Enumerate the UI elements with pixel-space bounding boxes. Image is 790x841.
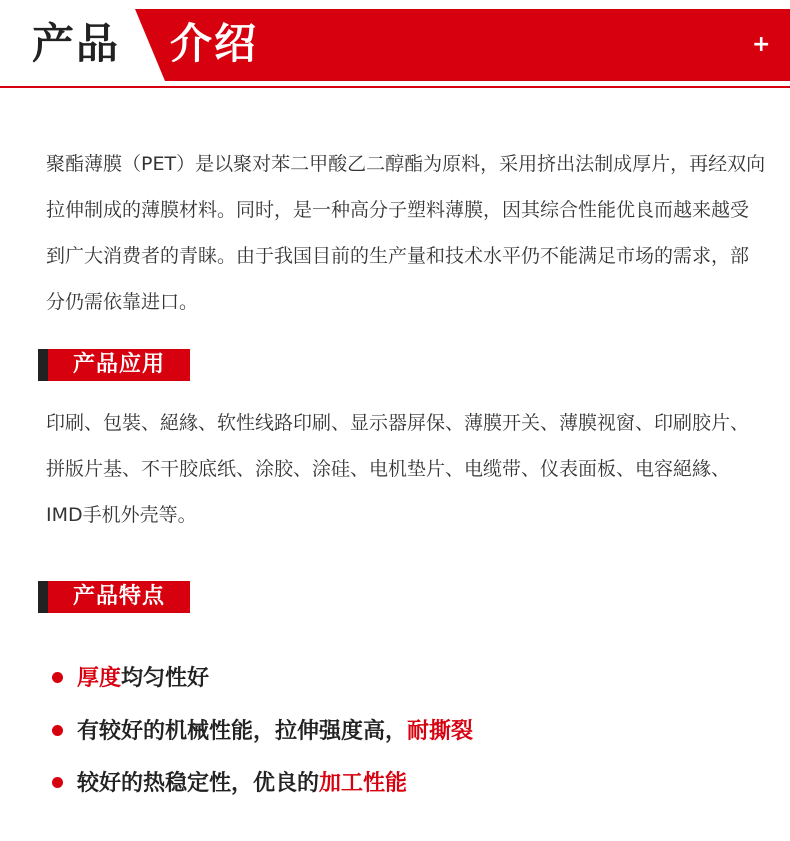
bullet-icon <box>52 777 63 788</box>
bullet-icon <box>52 672 63 683</box>
header-divider <box>0 86 790 88</box>
header-banner <box>0 0 790 86</box>
bullet-icon <box>52 725 63 736</box>
header-title-right: 介绍 <box>170 19 259 68</box>
section-accent-bar <box>38 349 48 381</box>
feature-highlight: 耐撕裂 <box>407 719 474 744</box>
section-heading-applications <box>38 349 190 381</box>
feature-item <box>52 661 209 697</box>
section-heading-features <box>38 581 190 613</box>
applications-paragraph: 印刷、包裝、絕緣、软性线路印刷、显示器屏保、薄膜开关、薄膜视窗、印刷胶片、拼版片基、不干胶底纸、涂胶、涂硅、电机垫片、电缆带、仪表面板、电容絕緣、IMD手机外壳等。 <box>46 412 750 526</box>
intro-paragraph: 聚酯薄膜（PET）是以聚对苯二甲酸乙二醇酯为原料，采用挤出法制成厚片，再经双向拉伸制成的薄膜材料。同时，是一种高分子塑料薄膜，因其综合性能优良而越来越受到广大消费者的青睐。由于我国目前的生产量和技术水平仍不能满足市场的需求，部分仍需依靠进口。 <box>46 153 766 313</box>
feature-text: 较好的热稳定性，优良的 <box>77 771 320 796</box>
feature-highlight: 厚度 <box>77 666 122 691</box>
feature-text: 有较好的机械性能，拉伸强度高， <box>77 719 408 744</box>
feature-highlight: 加工性能 <box>319 771 408 796</box>
header-title-left: 产品 <box>32 19 121 68</box>
section-label-applications: 产品应用 <box>48 349 190 381</box>
feature-text: 均匀性好 <box>121 666 210 691</box>
feature-item <box>52 714 473 750</box>
section-accent-bar <box>38 581 48 613</box>
plus-icon[interactable]: + <box>752 32 771 57</box>
section-label-features: 产品特点 <box>48 581 190 613</box>
feature-item <box>52 766 407 802</box>
